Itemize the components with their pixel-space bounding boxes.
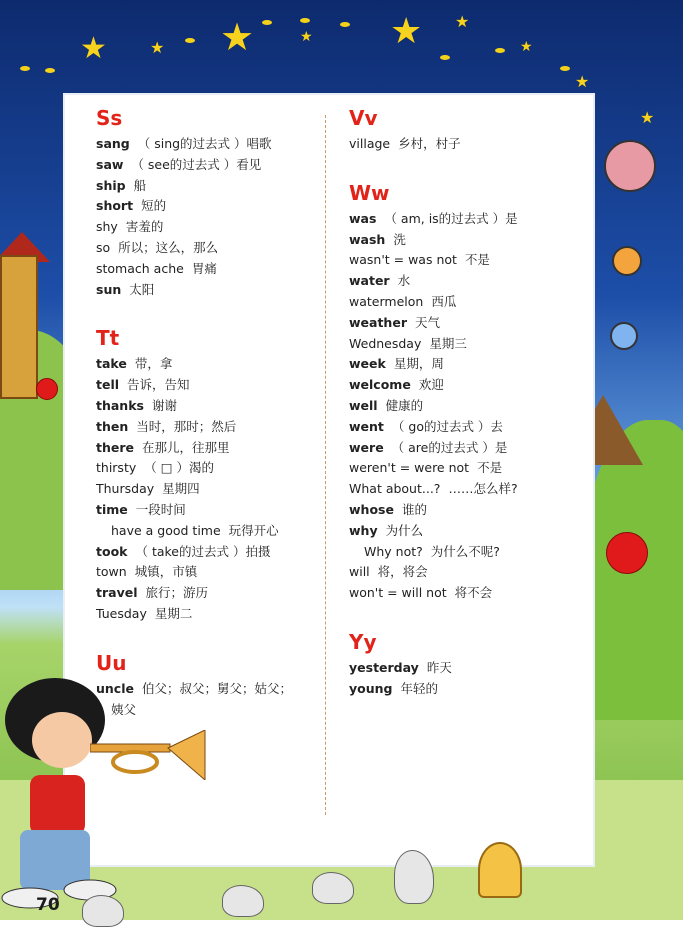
vocab-entry: [96, 134, 316, 155]
section-letter: Uu: [96, 650, 127, 675]
vocab-definition: （ go的过去式 ）去: [391, 418, 503, 434]
sparkle-dot: [262, 20, 272, 25]
vocab-entry: [349, 250, 589, 271]
vocab-definition: 洗: [393, 231, 406, 247]
column-divider: [325, 115, 326, 815]
vocab-definition: 星期二: [154, 605, 193, 621]
section-s: [96, 102, 316, 300]
vocab-definition: 年轻的: [400, 680, 438, 696]
vocab-word: will: [349, 564, 370, 580]
vocab-word: wasn't = was not: [349, 252, 457, 268]
vocab-definition: 不是: [477, 460, 503, 476]
vocab-definition: 为什么: [385, 522, 424, 538]
vocab-definition: （ am, is的过去式 ）是: [384, 210, 518, 226]
vocab-word: sun: [96, 281, 122, 297]
section-letter: Yy: [349, 629, 377, 654]
star-icon: ★: [150, 38, 165, 57]
vocab-word: take: [96, 356, 127, 372]
vocab-word: Thursday: [96, 481, 155, 497]
vocab-entry: [349, 658, 589, 679]
mouse-icon: [222, 885, 264, 917]
star-icon: ★: [390, 11, 423, 52]
vocab-word: young: [349, 680, 393, 696]
vocab-definition: 一段时间: [135, 501, 186, 517]
vocab-word: was: [349, 210, 377, 226]
vocab-word: won't = will not: [349, 585, 447, 601]
vocab-entry: [96, 259, 316, 280]
vocab-entry: [349, 583, 589, 604]
vocab-word: watermelon: [349, 293, 424, 309]
vocab-entry: [349, 313, 589, 334]
vocab-definition: 星期四: [162, 481, 200, 497]
vocab-definition: （ are的过去式 ）是: [391, 439, 508, 455]
vocab-entry: [96, 417, 316, 438]
vocab-definition: 带，拿: [134, 356, 173, 372]
vocab-definition: 为什么不呢?: [430, 543, 500, 559]
page-number: 70: [36, 895, 60, 915]
vocab-word: weren't = were not: [349, 460, 470, 476]
section-v: [349, 102, 589, 155]
vocab-definition: 短的: [141, 198, 167, 214]
vocab-definition: 不是: [464, 252, 490, 268]
vocab-word: wash: [349, 231, 386, 247]
vocab-definition: 将，将会: [377, 564, 428, 580]
vocab-definition: 伯父；叔父；舅父；姑父；: [141, 680, 292, 696]
vocab-definition: 城镇，市镇: [134, 564, 198, 580]
vocab-definition: 欢迎: [418, 377, 444, 393]
star-icon: ★: [520, 39, 533, 55]
vocab-definition: ……怎么样?: [448, 481, 518, 497]
cheese-icon: [478, 842, 522, 898]
vocab-definition: 乡村，村子: [398, 136, 461, 151]
vocab-word: short: [96, 198, 134, 214]
vocab-word: sang: [96, 136, 130, 151]
section-letter: Ss: [96, 106, 123, 130]
vocab-entry: [96, 438, 316, 459]
vocab-entry: [349, 438, 589, 459]
sparkle-dot: [20, 66, 30, 71]
orange-balloon: [612, 246, 642, 276]
vocab-definition: （ take的过去式 ）拍摄: [135, 543, 271, 559]
vocab-phrase: [96, 521, 316, 542]
section-letter: Vv: [349, 106, 378, 130]
vocab-entry: [96, 500, 316, 521]
vocab-word: water: [349, 273, 390, 289]
vocab-entry: [96, 375, 316, 396]
vocab-word: week: [349, 356, 386, 372]
vocab-definition: 天气: [414, 314, 440, 330]
vocab-word: Wednesday: [349, 335, 422, 351]
vocab-word: were: [349, 439, 384, 455]
vocab-word: have a good time: [111, 522, 221, 538]
vocab-word: stomach ache: [96, 260, 184, 276]
vocab-entry: [349, 500, 589, 521]
vocab-entry: [349, 134, 589, 155]
vocab-entry: [349, 209, 589, 230]
vocab-entry: [96, 155, 316, 176]
vocab-word: welcome: [349, 377, 411, 393]
vocab-word: saw: [96, 156, 124, 172]
vocab-entry: [349, 292, 589, 313]
vocab-entry: [96, 562, 316, 583]
vocab-word: Why not?: [364, 543, 423, 559]
vocab-word: time: [96, 501, 128, 517]
vocab-definition: 将不会: [454, 585, 493, 601]
vocab-entry: [349, 375, 589, 396]
vocab-entry: [349, 458, 589, 479]
section-letter: Tt: [96, 326, 120, 351]
castle-tower: [0, 255, 38, 399]
apple-left: [36, 378, 58, 400]
vocab-entry: [349, 396, 589, 417]
vocab-word: village: [349, 136, 391, 151]
vocab-definition: 星期三: [429, 335, 467, 351]
vocab-entry: [96, 542, 316, 563]
vocab-entry: [96, 196, 316, 217]
sparkle-dot: [300, 18, 310, 23]
vocab-entry: [96, 458, 316, 479]
vocab-definition: 谢谢: [151, 397, 177, 413]
vocab-definition: （ sing的过去式 ）唱歌: [137, 136, 272, 151]
vocab-definition: 害羞的: [125, 219, 164, 235]
star-icon: ★: [80, 31, 107, 66]
vocab-definition: 太阳: [129, 281, 155, 297]
section-letter: Ww: [349, 180, 390, 205]
vocab-entry: [96, 396, 316, 417]
vocab-definition: 西瓜: [431, 293, 457, 309]
section-y: [349, 626, 589, 700]
vocab-word: Tuesday: [96, 605, 147, 621]
vocab-entry: [96, 354, 316, 375]
vocab-definition: 昨天: [426, 659, 452, 675]
mouse-icon: [312, 872, 354, 904]
vocab-definition: 船: [133, 177, 147, 193]
vocab-definition: 玩得开心: [228, 522, 279, 538]
vocab-word: yesterday: [349, 659, 419, 675]
boy-with-trumpet-illustration: [0, 660, 230, 920]
vocab-word: so: [96, 239, 111, 255]
vocab-word: tell: [96, 377, 120, 393]
vocab-word: whose: [349, 501, 394, 517]
vocab-word: there: [96, 439, 134, 455]
vocab-entry: [96, 479, 316, 500]
vocab-definition: 健康的: [385, 397, 424, 413]
vocab-definition: 旅行；游历: [145, 585, 209, 601]
vocab-word: well: [349, 397, 378, 413]
vocab-entry: [96, 238, 316, 259]
sparkle-dot: [340, 22, 350, 27]
star-icon: ★: [575, 72, 590, 91]
vocab-entry: [96, 604, 316, 625]
vocab-word: thanks: [96, 397, 144, 413]
vocab-word: weather: [349, 314, 407, 330]
mouse-icon: [82, 895, 124, 927]
vocab-word: ship: [96, 177, 126, 193]
vocab-entry: [96, 217, 316, 238]
vocab-word: took: [96, 543, 128, 559]
apple-right: [606, 532, 648, 574]
right-column: [349, 102, 589, 700]
vocab-entry: [349, 417, 589, 438]
sparkle-dot: [45, 68, 55, 73]
vocab-entry: [349, 679, 589, 700]
vocab-definition: 星期，周: [393, 356, 444, 372]
vocab-entry: [349, 521, 589, 542]
vocab-entry: [349, 230, 589, 251]
section-t: [96, 322, 316, 624]
vocab-word: then: [96, 418, 129, 434]
vocab-definition: 告诉，告知: [127, 377, 190, 393]
star-icon: ★: [455, 12, 470, 31]
vocab-word: travel: [96, 585, 138, 601]
sparkle-dot: [495, 48, 505, 53]
trumpet-icon: [90, 730, 208, 780]
vocab-word: went: [349, 418, 384, 434]
vocab-word: What about...?: [349, 481, 441, 497]
vocab-word: town: [96, 564, 127, 580]
vocab-definition: 所以；这么，那么: [118, 239, 219, 255]
vocab-entry: [96, 176, 316, 197]
vocab-word: uncle: [96, 680, 134, 696]
vocab-entry: [349, 334, 589, 355]
vocab-entry: [349, 562, 589, 583]
vocab-phrase: [349, 542, 589, 563]
left-column: [96, 102, 316, 720]
vocab-definition: 姨父: [111, 701, 137, 717]
section-w: [349, 177, 589, 604]
vocab-definition: 水: [397, 273, 411, 289]
vocab-definition: （ see的过去式 ）看见: [131, 156, 262, 172]
vocab-definition: 谁的: [401, 501, 427, 517]
vocab-definition: 胃痛: [191, 260, 217, 276]
star-icon: ★: [300, 29, 313, 45]
sparkle-dot: [185, 38, 195, 43]
star-icon: ★: [640, 108, 655, 127]
sparkle-dot: [440, 55, 450, 60]
vocab-word: why: [349, 522, 378, 538]
vocab-definition: （ □ ）渴的: [144, 460, 215, 476]
sparkle-dot: [560, 66, 570, 71]
vocab-entry: [96, 280, 316, 301]
star-icon: ★: [220, 15, 255, 59]
vocab-definition: 当时，那时；然后: [136, 418, 237, 434]
vocab-word: thirsty: [96, 460, 137, 476]
vocab-entry: [349, 271, 589, 292]
pink-balloon: [604, 140, 656, 192]
vocab-entry: [349, 354, 589, 375]
vocab-entry: [349, 479, 589, 500]
vocab-word: shy: [96, 219, 118, 235]
vocab-definition: 在那儿，往那里: [142, 439, 230, 455]
blue-balloon: [610, 322, 638, 350]
vocab-entry: [96, 583, 316, 604]
